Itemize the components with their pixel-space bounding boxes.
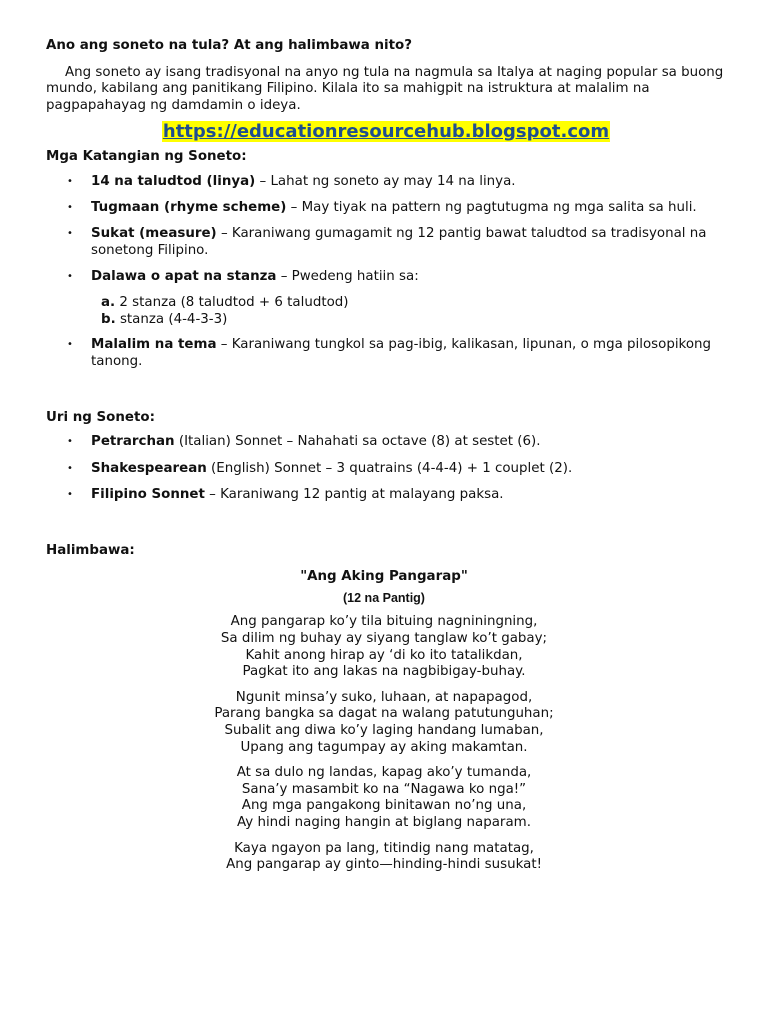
poem-stanza-1 [0,614,768,680]
item-term: Sukat (measure) [91,226,217,242]
list-item [46,226,726,259]
item-desc: – Karaniwang 12 pantig at malayang paksa. [204,486,504,502]
intro-paragraph: Ang soneto ay isang tradisyonal na anyo ng tula na nagmula sa Italya at naging popular sa buong mundo, kabilang ang panitikang Filipino. Kilala ito sa mahigpit na istruktura at malalim na pagpapahayag ng damdamin o ideya. [46,64,724,113]
poem-line: Ang mga pangakong binitawan no’ng una, [241,798,527,814]
link-wrapper [46,121,726,143]
characteristics-title: Mga Katangian ng Soneto: [46,149,247,165]
item-term: Petrarchan [91,434,175,450]
types-list [46,434,726,503]
item-term: Malalim na tema [91,337,217,353]
list-item [46,487,726,504]
poem-line: At sa dulo ng landas, kapag ako’y tumanda, [236,765,532,781]
bullet-icon: • [67,175,73,187]
poem-stanza-2 [0,690,768,756]
bullet-icon: • [67,436,73,448]
item-desc: – Pwedeng hatiin sa: [276,268,419,284]
bullet-icon: • [67,228,73,240]
poem-line: Ay hindi naging hangin at biglang naparam. [237,815,531,830]
characteristics-list-continued [46,337,726,370]
item-desc: – May tiyak na pattern ng pagtutugma ng mga salita sa huli. [286,200,697,216]
spacer [46,513,726,537]
sub-list-item [46,295,726,312]
sub-item-marker: a. [101,294,116,310]
sub-item-text: stanza (4-4-3-3) [115,311,228,327]
sub-item-text: 2 stanza (8 taludtod + 6 taludtod) [115,294,349,310]
bullet-icon: • [67,270,73,282]
poem-line: Parang bangka sa dagat na walang patutunguhan; [214,706,554,722]
poem-line: Kaya ngayon pa lang, titindig nang matatag, [234,840,534,856]
item-desc: (Italian) Sonnet – Nahahati sa octave (8) at sestet (6). [174,434,541,450]
list-item [46,434,726,451]
poem-line: Sana’y masambit ko na “Nagawa ko nga!” [241,781,527,797]
poem-line: Upang ang tagumpay ay aking makamtan. [240,739,528,755]
item-term: Dalawa o apat na stanza [91,268,277,284]
item-term: Filipino Sonnet [91,486,205,502]
spacer [46,380,726,404]
item-desc: – Lahat ng soneto ay may 14 na linya. [255,173,516,189]
item-desc: – Karaniwang gumagamit ng 12 pantig bawat taludtod sa tradisyonal na sonetong Filipino. [91,226,707,258]
list-item [46,200,726,217]
item-desc: (English) Sonnet – 3 quatrains (4-4-4) + 1 couplet (2). [206,460,573,476]
poem-line: Subalit ang diwa ko’y laging handang lumaban, [224,723,544,739]
poem-line: Pagkat ito ang lakas na nagbibigay-buhay. [242,664,526,680]
poem-stanza-4 [0,841,768,874]
example-title: Halimbawa: [46,542,135,558]
bullet-icon: • [67,339,73,351]
poem-line: Ngunit minsa’y suko, luhaan, at napapagod, [235,689,533,705]
characteristics-list [46,174,726,285]
item-term: Shakespearean [91,460,207,476]
list-item [46,337,726,370]
list-item [46,461,726,478]
list-item [46,174,726,191]
document-page [46,38,726,883]
sub-item-marker: b. [101,311,116,327]
stanza-sub-list [46,295,726,328]
question-title: Ano ang soneto na tula? At ang halimbawa nito? [46,38,412,53]
bullet-icon: • [67,462,73,474]
poem-line: Kahit anong hirap ay ‘di ko ito tatalikdan, [245,647,523,663]
poem-subtitle: (12 na Pantig) [343,590,425,605]
poem [0,569,768,874]
poem-line: Sa dilim ng buhay ay siyang tanglaw ko’t gabay; [220,631,548,647]
item-term: Tugmaan (rhyme scheme) [91,200,287,216]
item-desc: – Karaniwang tungkol sa pag-ibig, kalikasan, lipunan, o mga pilosopikong tanong. [91,337,712,369]
poem-line: Ang pangarap ay ginto—hinding-hindi susukat! [226,857,542,873]
types-title: Uri ng Soneto: [46,409,155,425]
blog-link[interactable]: https://educationresourcehub.blogspot.com [162,121,610,143]
bullet-icon: • [67,202,73,214]
sub-list-item [46,312,726,329]
item-term: 14 na taludtod (linya) [91,173,256,189]
poem-line: Ang pangarap ko’y tila bituing nagniningning, [230,614,538,630]
list-item [46,269,726,286]
poem-stanza-3 [0,765,768,831]
poem-title: "Ang Aking Pangarap" [300,569,468,585]
bullet-icon: • [67,488,73,500]
